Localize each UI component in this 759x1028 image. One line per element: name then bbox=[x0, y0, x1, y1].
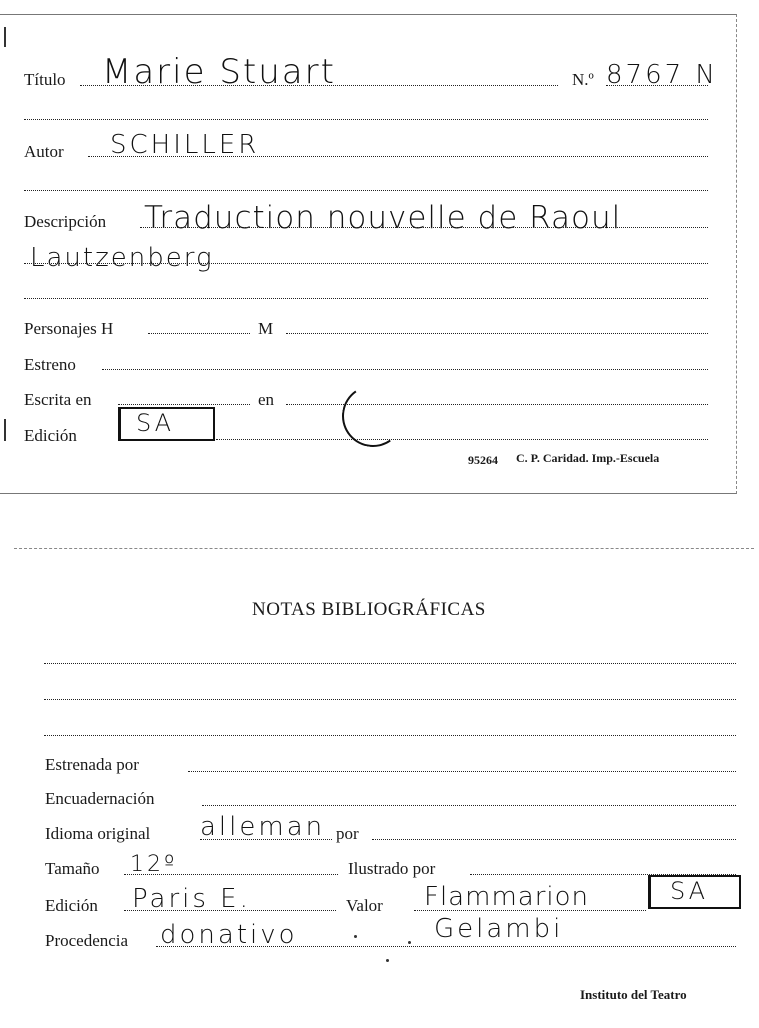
idioma-por-label: por bbox=[336, 824, 359, 843]
institution-name: Instituto del Teatro bbox=[580, 987, 687, 1002]
printer-text: C. P. Caridad. Imp.-Escuela bbox=[516, 451, 660, 465]
idioma-value: alleman bbox=[200, 812, 326, 842]
escrita-en-label: en bbox=[258, 390, 275, 409]
notas-heading: NOTAS BIBLIOGRÁFICAS bbox=[252, 599, 486, 620]
procedencia-label: Procedencia bbox=[45, 931, 129, 950]
escrita-label: Escrita en bbox=[24, 390, 92, 409]
stamp-mark bbox=[386, 959, 389, 962]
library-stamp bbox=[337, 380, 409, 452]
ilustrado-label: Ilustrado por bbox=[348, 859, 436, 878]
stamp-mark bbox=[354, 935, 357, 938]
escrita-line bbox=[118, 404, 250, 405]
valor-value: Flammarion bbox=[424, 882, 589, 912]
personajes-m-line bbox=[286, 333, 708, 334]
numero-line bbox=[606, 85, 708, 86]
estreno-label: Estreno bbox=[24, 355, 76, 374]
personajes-m-label: M bbox=[258, 319, 274, 338]
estrenada-line bbox=[188, 771, 736, 772]
personajes-label: Personajes H bbox=[24, 319, 114, 338]
encuadernacion-line bbox=[202, 805, 736, 806]
descripcion-label: Descripción bbox=[24, 212, 107, 231]
encuadernacion-label: Encuadernación bbox=[45, 789, 155, 808]
titulo-line bbox=[80, 85, 558, 86]
catalog-card-back bbox=[14, 548, 754, 1019]
blank-line bbox=[24, 119, 708, 120]
edicion-line bbox=[216, 439, 708, 440]
tamano-value: 12º bbox=[130, 852, 178, 877]
procedencia-line bbox=[156, 946, 736, 947]
titulo-label: Título bbox=[24, 70, 66, 89]
personajes-h-line bbox=[148, 333, 250, 334]
back-edicion-label: Edición bbox=[45, 896, 98, 915]
numero-label: N.º bbox=[572, 70, 594, 89]
blank-line bbox=[24, 298, 708, 299]
notas-line bbox=[44, 663, 736, 664]
procedencia-value-2: Gelambi bbox=[434, 914, 564, 944]
titulo-value: Marie Stuart bbox=[102, 52, 336, 92]
estreno-line bbox=[102, 369, 708, 370]
tamano-label: Tamaño bbox=[45, 859, 100, 878]
valor-stamp-value: SA bbox=[670, 877, 709, 905]
numero-value: 8767 N bbox=[606, 60, 718, 90]
autor-line bbox=[88, 156, 708, 157]
notas-line bbox=[44, 699, 736, 700]
idioma-label: Idioma original bbox=[45, 824, 151, 843]
notas-line bbox=[44, 735, 736, 736]
valor-line bbox=[414, 910, 646, 911]
blank-line bbox=[24, 190, 708, 191]
estrenada-label: Estrenada por bbox=[45, 755, 139, 774]
margin-mark bbox=[4, 419, 6, 441]
procedencia-value: donativo bbox=[160, 920, 298, 950]
autor-value: SCHILLER bbox=[110, 130, 260, 160]
idioma-por-line bbox=[372, 839, 736, 840]
descripcion-value-line1: Traduction nouvelle de Raoul bbox=[144, 200, 622, 236]
printer-code: 95264 bbox=[468, 453, 498, 467]
stamp-mark bbox=[408, 941, 411, 944]
edicion-value: SA bbox=[136, 409, 175, 437]
back-edicion-value: Paris E. bbox=[132, 884, 251, 914]
descripcion-line bbox=[140, 227, 708, 228]
autor-label: Autor bbox=[24, 142, 64, 161]
margin-mark bbox=[4, 27, 6, 47]
catalog-card-front bbox=[0, 14, 737, 494]
idioma-line bbox=[200, 839, 332, 840]
valor-label: Valor bbox=[346, 896, 383, 915]
edicion-label: Edición bbox=[24, 426, 77, 445]
tamano-line bbox=[124, 874, 338, 875]
back-edicion-line bbox=[124, 910, 336, 911]
descripcion-value-line2: Lautzenberg bbox=[30, 243, 214, 273]
descripcion-line bbox=[24, 263, 708, 264]
